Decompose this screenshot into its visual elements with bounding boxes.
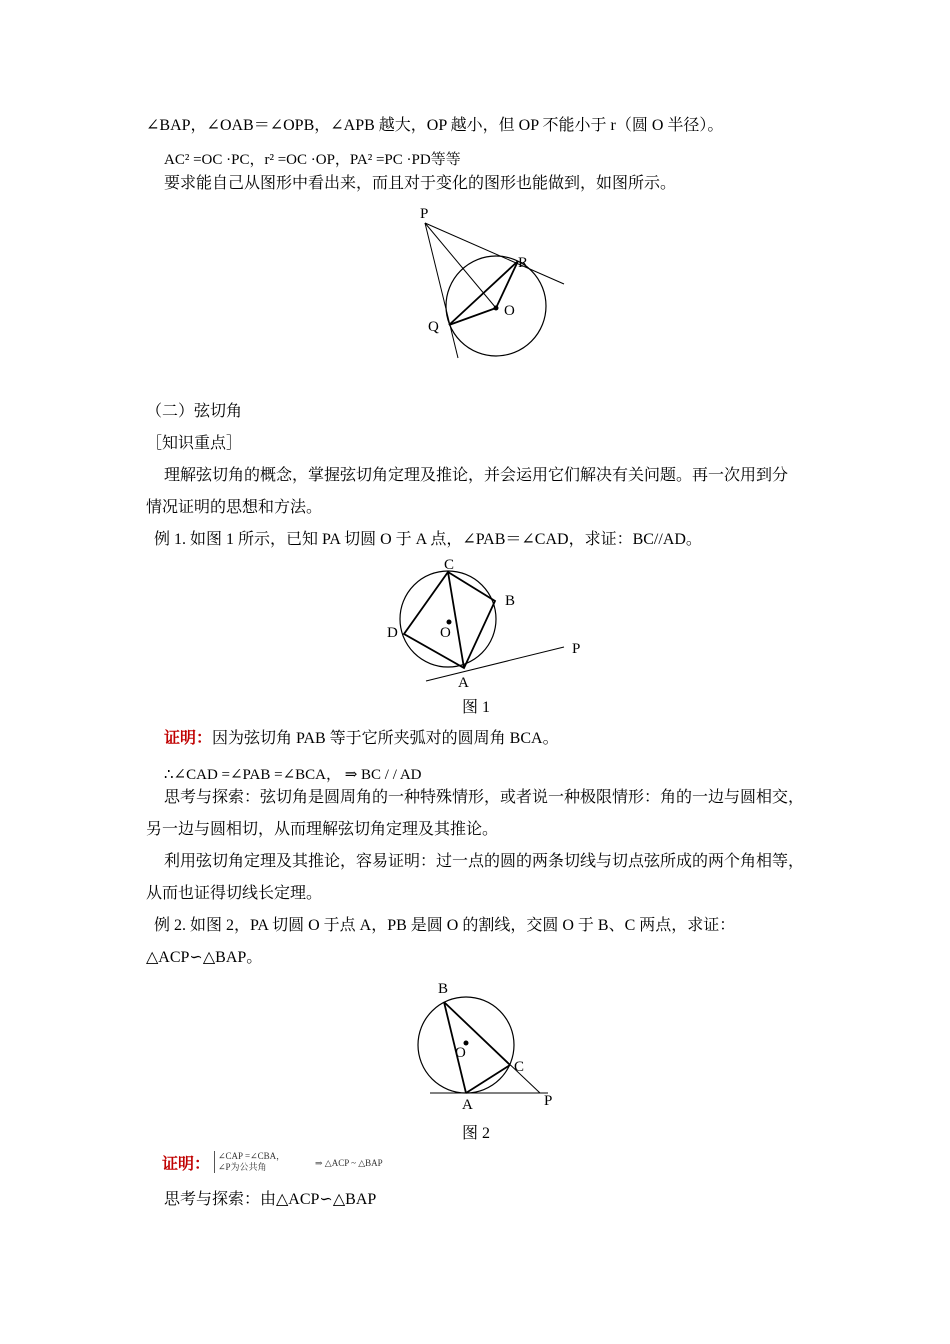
text-line-14: 从而也证得切线长定理。 [146, 885, 323, 902]
center-dot [447, 620, 452, 625]
proof-2-condition-2: ∠P为公共角 [218, 1162, 267, 1172]
proof-2-condition-1: ∠CAP =∠CBA， [218, 1151, 286, 1161]
label-c: C [444, 557, 455, 573]
label-o: O [440, 625, 451, 641]
label-p: P [420, 206, 429, 222]
section-title: （二）弦切角 [146, 403, 243, 420]
knowledge-heading: ［知识重点］ [146, 435, 243, 452]
label-d: D [387, 625, 398, 641]
text-line-11: 思考与探索：弦切角是圆周角的一种特殊情形，或者说一种极限情形：角的一边与圆相交， [164, 789, 805, 806]
proof-2-brace [214, 1151, 285, 1173]
label-o: O [455, 1045, 466, 1061]
proof-1-text: 因为弦切角 PAB 等于它所夹弧对的圆周角 BCA。 [212, 730, 559, 747]
radius-or [496, 261, 518, 308]
text-line-18: 思考与探索：由△ACP∽△BAP [164, 1191, 377, 1208]
label-a: A [462, 1097, 473, 1113]
example-2-conclusion: △ACP∽△BAP。 [146, 949, 263, 966]
tangent-pa [426, 647, 564, 681]
text-line-12: 另一边与圆相切，从而理解弦切角定理及其推论。 [146, 821, 499, 838]
proof-1 [164, 729, 559, 749]
proof-1-formula: ∴∠CAD =∠PAB =∠BCA， ⇒ BC / / AD [164, 767, 422, 783]
radius-oq [449, 308, 496, 325]
text-line-7: 情况证明的思想和方法。 [146, 499, 323, 516]
text-line-3: 要求能自己从图形中看出来，而且对于变化的图形也能做到，如图所示。 [164, 175, 677, 192]
label-b: B [438, 981, 449, 997]
label-r: R [518, 255, 529, 271]
label-p: P [544, 1093, 553, 1109]
figure-2 [410, 975, 590, 1115]
tangent-line-pr [425, 223, 564, 284]
figure-1-caption: 图 1 [462, 699, 491, 716]
chord-ac [466, 1065, 510, 1093]
center-dot [494, 306, 499, 311]
figure-2-caption: 图 2 [462, 1125, 491, 1142]
label-p: P [572, 641, 581, 657]
figure-tangent-circle [400, 200, 580, 380]
example-2: 例 2. 如图 2，PA 切圆 O 于点 A，PB 是圆 O 的割线，交圆 O 于 B、C 两点，求证： [154, 917, 736, 934]
label-q: Q [428, 319, 439, 335]
formula-line: AC² =OC ·PC，r² =OC ·OP，PA² =PC ·PD等等 [164, 152, 461, 168]
text-line-13: 利用弦切角定理及其推论，容易证明：过一点的圆的两条切线与切点弦所成的两个角相等， [164, 853, 805, 870]
text-line-1: ∠BAP，∠OAB＝∠OPB，∠APB 越大，OP 越小，但 OP 不能小于 r（圆 O 半径）。 [146, 117, 724, 134]
proof-1-label: 证明： [164, 730, 213, 747]
example-1: 例 1. 如图 1 所示，已知 PA 切圆 O 于 A 点，∠PAB＝∠CAD，求证：BC//AD。 [154, 531, 702, 548]
label-a: A [458, 675, 469, 691]
label-o: O [504, 303, 515, 319]
figure-1 [380, 555, 600, 695]
text-line-6: 理解弦切角的概念，掌握弦切角定理及推论，并会运用它们解决有关问题。再一次用到分 [164, 467, 789, 484]
label-c: C [514, 1059, 525, 1075]
proof-2-conclusion: ⇒ △ACP ~ △BAP [315, 1158, 383, 1168]
label-b: B [505, 593, 516, 609]
proof-2-label: 证明： [162, 1156, 211, 1173]
